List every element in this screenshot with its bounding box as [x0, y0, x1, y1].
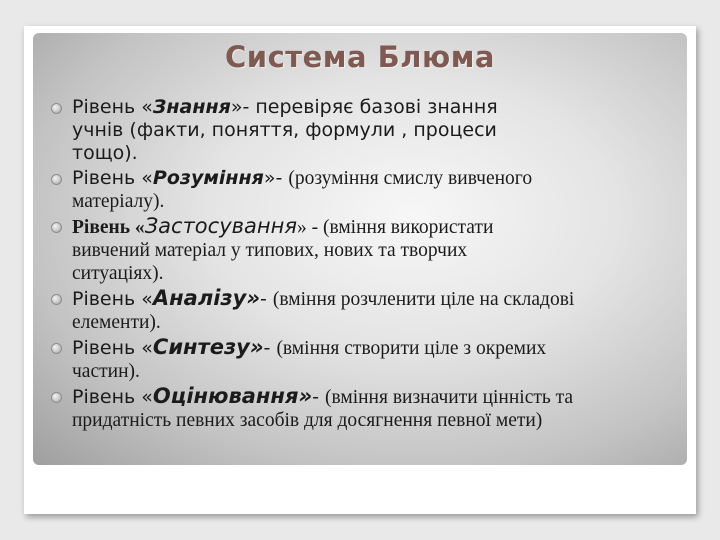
level-term: Розуміння [152, 167, 264, 189]
bullet-icon [51, 343, 62, 354]
slide-title: Система Блюма [225, 40, 495, 74]
bullet-icon [51, 294, 62, 305]
bloom-levels-list [50, 96, 680, 432]
level-term: Застосування [144, 214, 297, 238]
list-item-knowledge: Рівень «Знання»- перевіряє базові знання учнів (факти, поняття, формули , процеси тощо). [50, 96, 680, 165]
list-item-application: Рівень «Застосування» - (вміння використати вивчений матеріал у типових, нових та творчих ситуаціях). [50, 215, 680, 285]
list-item-synthesis: Рівень «Синтезу»- (вміння створити ціле з окремих частин). [50, 336, 680, 383]
level-term: Синтезу [152, 335, 250, 359]
bullet-icon [51, 392, 62, 403]
bullet-icon [51, 103, 62, 114]
level-term: Знання [152, 96, 231, 118]
list-item-analysis: Рівень «Аналізу»- (вміння розчленити ціле на складові елементи). [50, 287, 680, 334]
level-term: Аналізу [152, 286, 247, 310]
bullet-icon [51, 174, 62, 185]
list-item-comprehension: Рівень «Розуміння»- (розуміння смислу вивченого матеріалу). [50, 167, 680, 213]
level-term: Оцінювання [152, 384, 299, 408]
list-item-evaluation: Рівень «Оцінювання»- (вміння визначити цінність та придатність певних засобів для досягнення певної мети) [50, 385, 680, 432]
bullet-icon [51, 222, 62, 233]
